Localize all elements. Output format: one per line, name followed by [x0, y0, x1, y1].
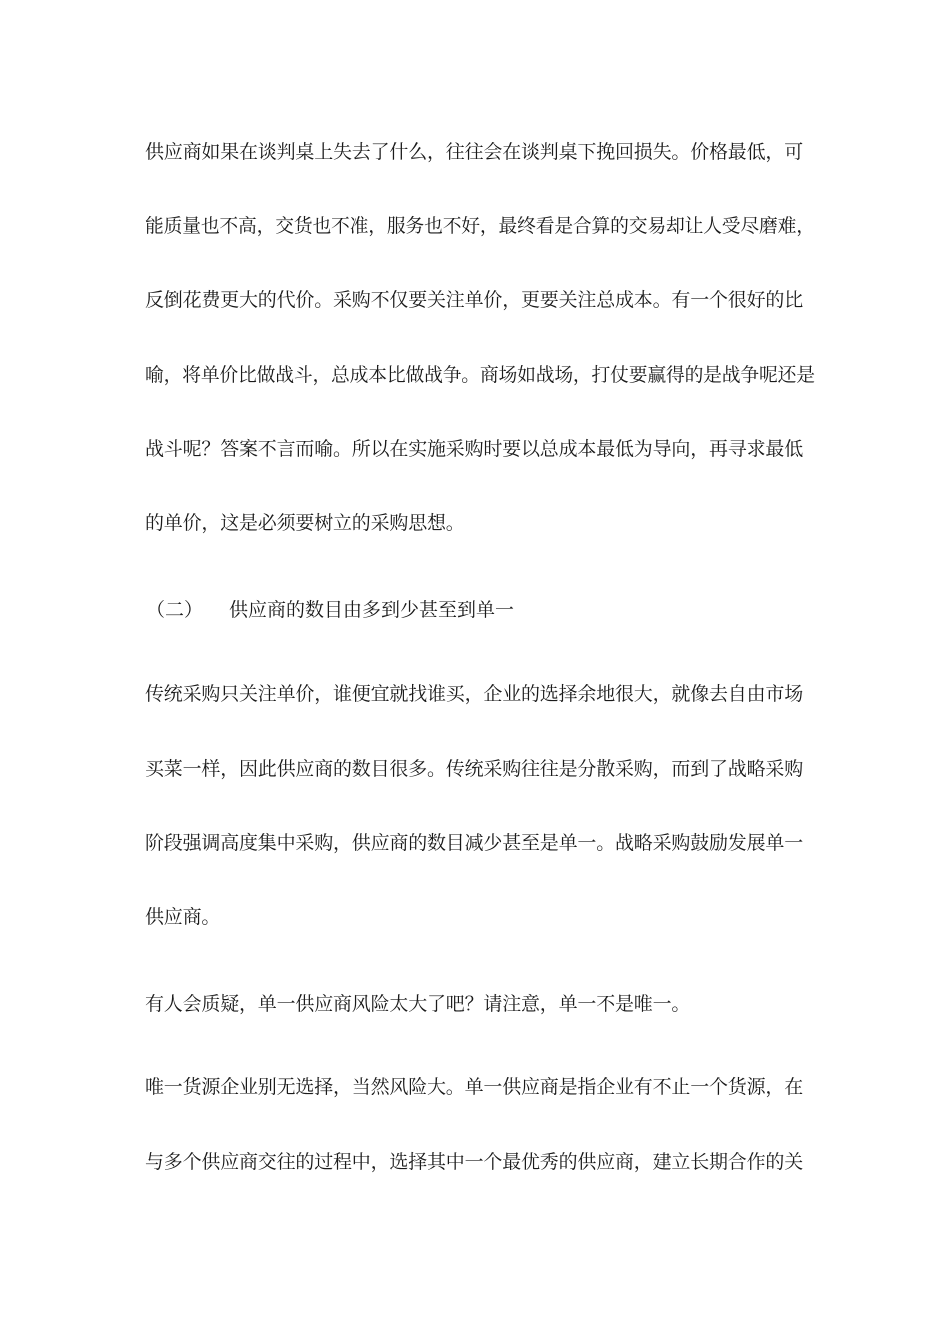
- section-title: 供应商的数目由多到少甚至到单一: [229, 599, 515, 621]
- text-line: 供应商。: [145, 906, 221, 928]
- text-line: 供应商如果在谈判桌上失去了什么，往往会在谈判桌下挽回损失。价格最低，可: [145, 141, 804, 163]
- text-line: 能质量也不高，交货也不准，服务也不好，最终看是合算的交易却让人受尽磨难，: [145, 215, 815, 237]
- text-line: 的单价，这是必须要树立的采购思想。: [145, 512, 465, 534]
- text-line: 买菜一样，因此供应商的数目很多。传统采购往往是分散采购，而到了战略采购: [145, 758, 804, 780]
- text-line: 阶段强调高度集中采购，供应商的数目减少甚至是单一。战略采购鼓励发展单一: [145, 832, 804, 854]
- text-line: 喻，将单价比做战斗，总成本比做战争。商场如战场，打仗要赢得的是战争呢还是: [145, 364, 815, 386]
- text-line: 有人会质疑，单一供应商风险太大了吧？请注意，单一不是唯一。: [145, 993, 691, 1015]
- text-line: 反倒花费更大的代价。采购不仅要关注单价，更要关注总成本。有一个很好的比: [145, 289, 804, 311]
- text-line: 与多个供应商交往的过程中，选择其中一个最优秀的供应商，建立长期合作的关: [145, 1151, 804, 1173]
- text-line: 唯一货源企业别无选择，当然风险大。单一供应商是指企业有不止一个货源，在: [145, 1076, 804, 1098]
- section-number: （二）: [146, 599, 204, 621]
- text-line: 战斗呢？答案不言而喻。所以在实施采购时要以总成本最低为导向，再寻求最低: [145, 438, 804, 460]
- text-line: 传统采购只关注单价，谁便宜就找谁买，企业的选择余地很大，就像去自由市场: [145, 683, 804, 705]
